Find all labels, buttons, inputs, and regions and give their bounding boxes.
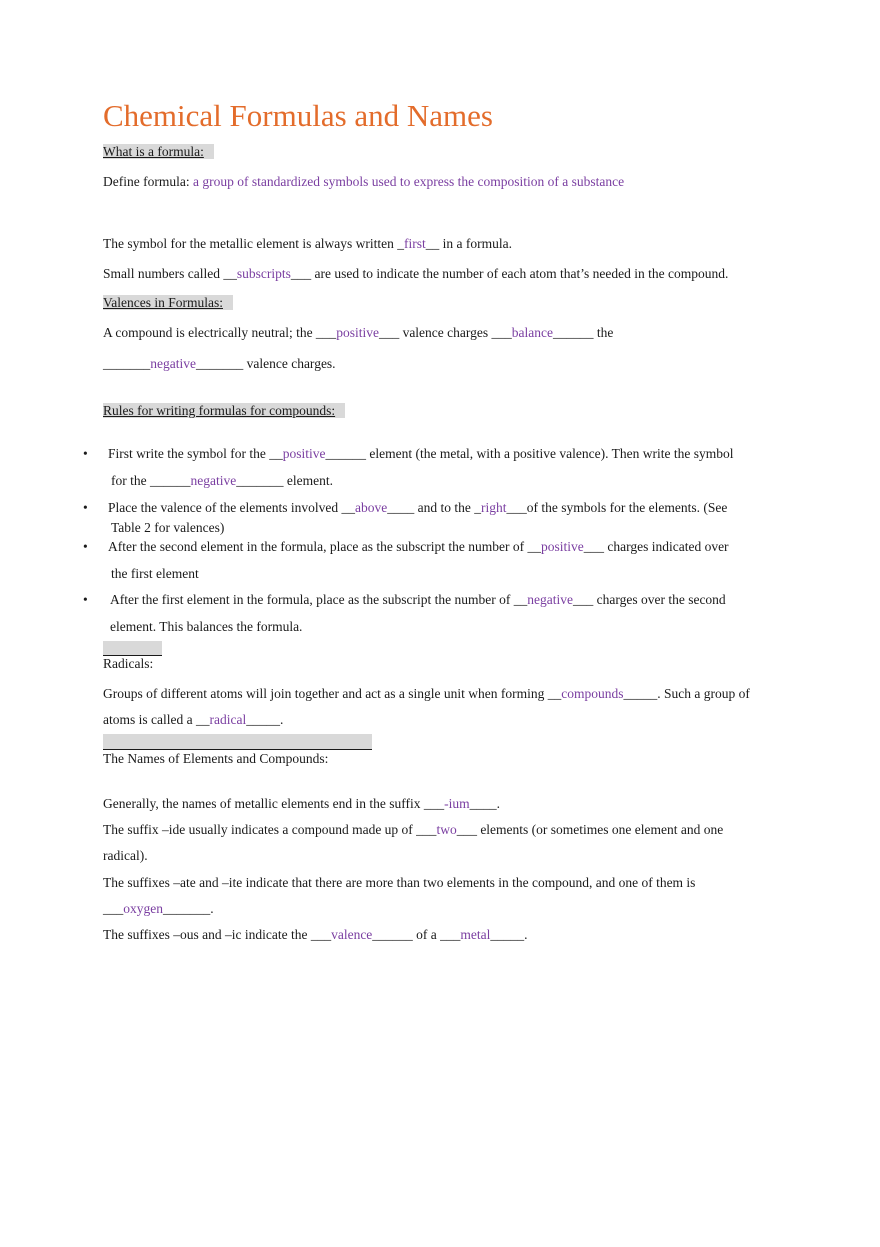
section-heading-rules: Rules for writing formulas for compounds:	[103, 402, 345, 420]
bullet-3: •	[83, 539, 88, 554]
answer-negative: negative	[150, 356, 196, 371]
answer-balance: balance	[511, 325, 553, 340]
rule-2-line-2: Table 2 for valences)	[111, 520, 225, 535]
answer-define-formula: a group of standardized symbols used to express the composition of a substance	[192, 174, 625, 189]
rule-1-line-2: for the ______negative_______ element.	[111, 473, 333, 488]
answer-metal: metal	[460, 927, 491, 942]
section-heading-names: The Names of Elements and Compounds:	[103, 751, 329, 766]
rule-3-line-1: After the second element in the formula, place as the subscript the number of __positive___ charges indicated over	[108, 539, 729, 554]
bullet-1: •	[83, 446, 88, 461]
section-heading-valences: Valences in Formulas:	[103, 294, 233, 312]
radicals-line-2: atoms is called a __radical_____.	[103, 712, 284, 727]
rule-4-line-1: After the first element in the formula, place as the subscript the number of __negative___ charges over the second	[110, 592, 726, 607]
answer-two: two	[436, 822, 457, 837]
define-formula-line: Define formula: a group of standardized symbols used to express the composition of a substance	[103, 174, 625, 189]
answer-positive: positive	[336, 325, 379, 340]
answer-oxygen: oxygen	[123, 901, 163, 916]
rule-3-line-2: the first element	[111, 566, 199, 581]
answer-rule3-positive: positive	[540, 539, 584, 554]
bullet-2: •	[83, 500, 88, 515]
names-line-1: Generally, the names of metallic elements end in the suffix ___-ium____.	[103, 796, 501, 811]
answer-first: first	[404, 236, 426, 251]
metallic-symbol-line: The symbol for the metallic element is always written _first__ in a formula.	[103, 236, 513, 251]
names-line-5: ___oxygen_______.	[103, 901, 214, 916]
page-title: Chemical Formulas and Names	[103, 98, 493, 133]
heading-highlight-bar	[103, 641, 162, 655]
section-heading-radicals: Radicals:	[103, 656, 154, 671]
answer-radical: radical	[209, 712, 247, 727]
subscripts-line: Small numbers called __subscripts___ are used to indicate the number of each atom that’s needed in the compound.	[103, 266, 729, 281]
answer-compounds: compounds	[561, 686, 624, 701]
negative-valence-line: _______negative_______ valence charges.	[103, 356, 336, 371]
rule-2-line-1: Place the valence of the elements involved __above____ and to the _right___of the symbols for the elements. (See	[108, 500, 728, 515]
names-line-2: The suffix –ide usually indicates a compound made up of ___two___ elements (or sometimes one element and one	[103, 822, 724, 837]
radicals-line-1: Groups of different atoms will join together and act as a single unit when forming __compounds_____. Such a group of	[103, 686, 750, 701]
heading-highlight-bar	[103, 734, 372, 749]
answer-subscripts: subscripts	[236, 266, 291, 281]
neutral-line: A compound is electrically neutral; the ___positive___ valence charges ___balance______ the	[103, 325, 614, 340]
answer-right: right	[481, 500, 507, 515]
names-line-3: radical).	[103, 848, 148, 863]
answer-ium: -ium	[444, 796, 470, 811]
answer-valence: valence	[331, 927, 373, 942]
rule-1-line-1: First write the symbol for the __positive______ element (the metal, with a positive valence). Then write the symbol	[108, 446, 734, 461]
answer-rule4-negative: negative	[527, 592, 573, 607]
answer-above: above	[355, 500, 388, 515]
rule-4-line-2: element. This balances the formula.	[110, 619, 303, 634]
answer-rule1-positive: positive	[282, 446, 326, 461]
section-heading-formula: What is a formula:	[103, 143, 214, 161]
names-line-4: The suffixes –ate and –ite indicate that there are more than two elements in the compound, and one of them is	[103, 875, 696, 890]
answer-rule1-negative: negative	[190, 473, 237, 488]
names-line-6: The suffixes –ous and –ic indicate the ___valence______ of a ___metal_____.	[103, 927, 528, 942]
bullet-4: •	[83, 592, 88, 607]
